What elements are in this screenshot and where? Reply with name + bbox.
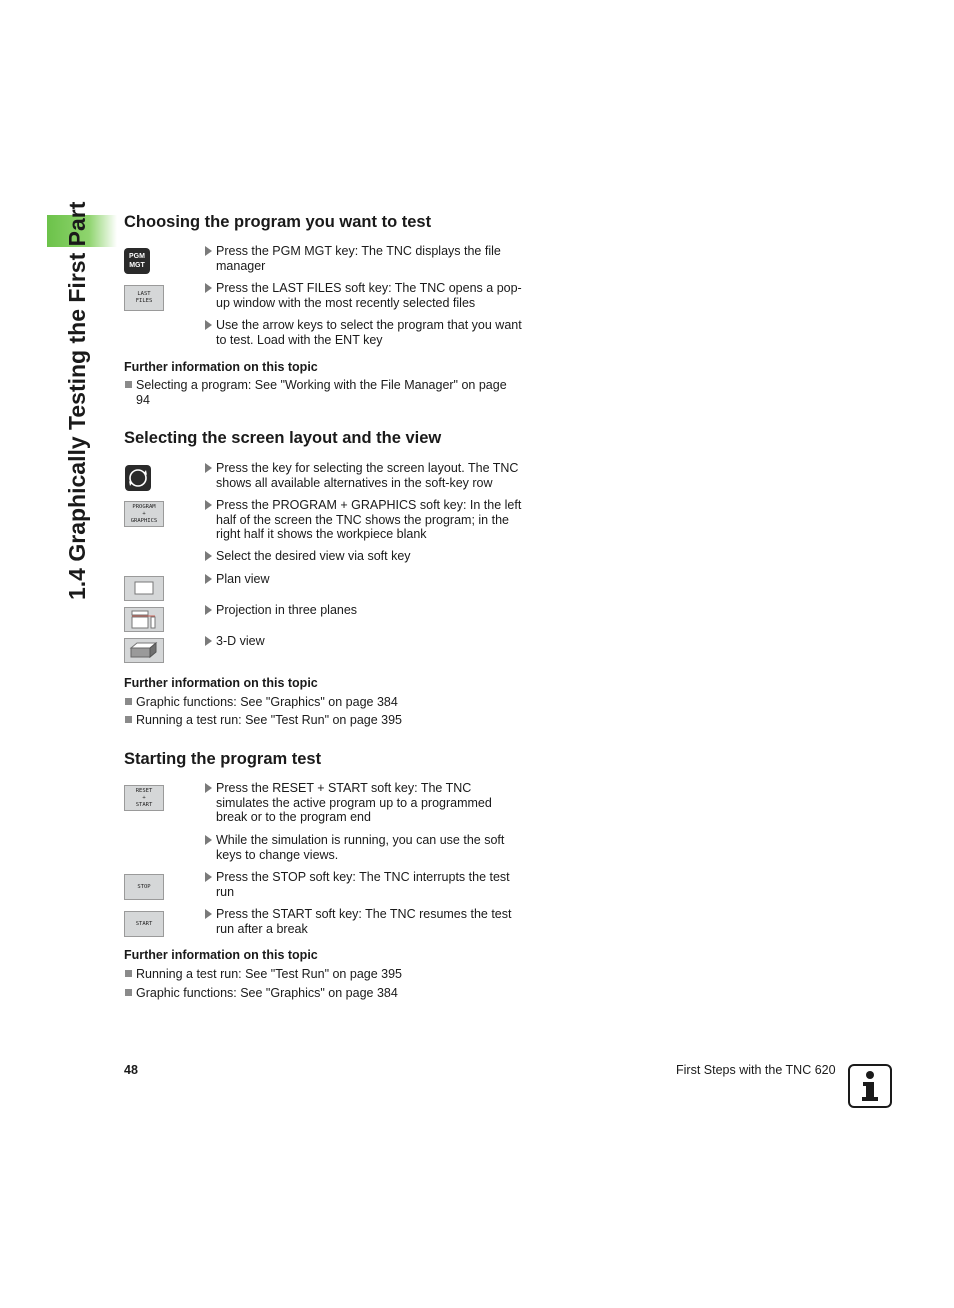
arrow-bullet-icon <box>205 909 212 919</box>
arrow-bullet-icon <box>205 574 212 584</box>
pgm-mgt-key-icon <box>124 248 150 274</box>
screen-layout-key-icon <box>125 465 151 491</box>
square-bullet-icon <box>125 716 132 723</box>
pgm-key-label-2: MGT <box>129 262 145 269</box>
stop-softkey-icon: STOP <box>124 874 164 900</box>
arrow-bullet-icon <box>205 463 212 473</box>
step-item: Use the arrow keys to select the program that you want to test. Load with the ENT key <box>205 318 523 347</box>
pgm-key-label-1: PGM <box>129 253 145 260</box>
further-info-item: Graphic functions: See "Graphics" on page 384 <box>124 695 524 710</box>
info-icon <box>848 1064 892 1108</box>
further-info-heading: Further information on this topic <box>124 676 318 690</box>
start-softkey-icon: START <box>124 911 164 937</box>
info-i-glyph-icon <box>850 1066 890 1106</box>
last-files-label-2: FILES <box>135 298 153 304</box>
square-bullet-icon <box>125 698 132 705</box>
plan-view-icon <box>125 577 163 600</box>
arrow-bullet-icon <box>205 636 212 646</box>
square-bullet-icon <box>125 970 132 977</box>
step-item: Plan view <box>205 572 523 587</box>
further-info-item: Running a test run: See "Test Run" on page 395 <box>124 967 524 982</box>
further-info-item: Running a test run: See "Test Run" on page 395 <box>124 713 524 728</box>
step-item: 3-D view <box>205 634 523 649</box>
step-item: Press the STOP soft key: The TNC interrupts the test run <box>205 870 523 899</box>
square-bullet-icon <box>125 989 132 996</box>
plan-view-softkey-icon <box>124 576 164 601</box>
step-item: Select the desired view via soft key <box>205 549 523 564</box>
step-item: Press the PROGRAM + GRAPHICS soft key: In the left half of the screen the TNC shows the program; in the right half it shows the workpiece blank <box>205 498 523 542</box>
arrow-bullet-icon <box>205 551 212 561</box>
last-files-softkey-icon <box>124 285 164 311</box>
3d-view-softkey-icon <box>124 638 164 663</box>
further-info-item: Selecting a program: See "Working with the File Manager" on page 94 <box>124 378 524 407</box>
section-heading-starting-test: Starting the program test <box>124 750 322 768</box>
section-heading-choosing-program: Choosing the program you want to test <box>124 213 432 231</box>
arrow-bullet-icon <box>205 500 212 510</box>
arrow-bullet-icon <box>205 835 212 845</box>
further-info-item: Graphic functions: See "Graphics" on page 384 <box>124 986 524 1001</box>
program-graphics-softkey-icon: PROGRAM + GRAPHICS <box>124 501 164 527</box>
further-info-heading: Further information on this topic <box>124 948 318 962</box>
section-heading-screen-layout: Selecting the screen layout and the view <box>124 429 442 447</box>
arrow-bullet-icon <box>205 320 212 330</box>
reset-start-softkey-icon: RESET + START <box>124 785 164 811</box>
step-item: Press the key for selecting the screen layout. The TNC shows all available alternatives in the soft-key row <box>205 461 523 490</box>
step-item: While the simulation is running, you can use the soft keys to change views. <box>205 833 523 862</box>
last-files-label-1: LAST <box>137 291 151 297</box>
step-item: Press the RESET + START soft key: The TNC simulates the active program up to a programmed break or to the program end <box>205 781 523 825</box>
footer-chapter-text: First Steps with the TNC 620 <box>676 1063 836 1077</box>
chapter-side-title: 1.4 Graphically Testing the First Part <box>64 201 90 600</box>
arrow-bullet-icon <box>205 283 212 293</box>
further-info-heading: Further information on this topic <box>124 360 318 374</box>
step-item: Press the PGM MGT key: The TNC displays the file manager <box>205 244 523 273</box>
step-item: Projection in three planes <box>205 603 523 618</box>
3d-box-icon <box>125 639 163 662</box>
arrow-bullet-icon <box>205 783 212 793</box>
step-item: Press the LAST FILES soft key: The TNC opens a pop-up window with the most recently selected files <box>205 281 523 310</box>
arrow-bullet-icon <box>205 246 212 256</box>
arrow-bullet-icon <box>205 872 212 882</box>
step-item: Press the START soft key: The TNC resumes the test run after a break <box>205 907 523 936</box>
layout-cycle-icon <box>125 465 151 491</box>
three-planes-icon <box>125 608 163 631</box>
page-number: 48 <box>124 1063 138 1077</box>
arrow-bullet-icon <box>205 605 212 615</box>
three-planes-softkey-icon <box>124 607 164 632</box>
square-bullet-icon <box>125 381 132 388</box>
